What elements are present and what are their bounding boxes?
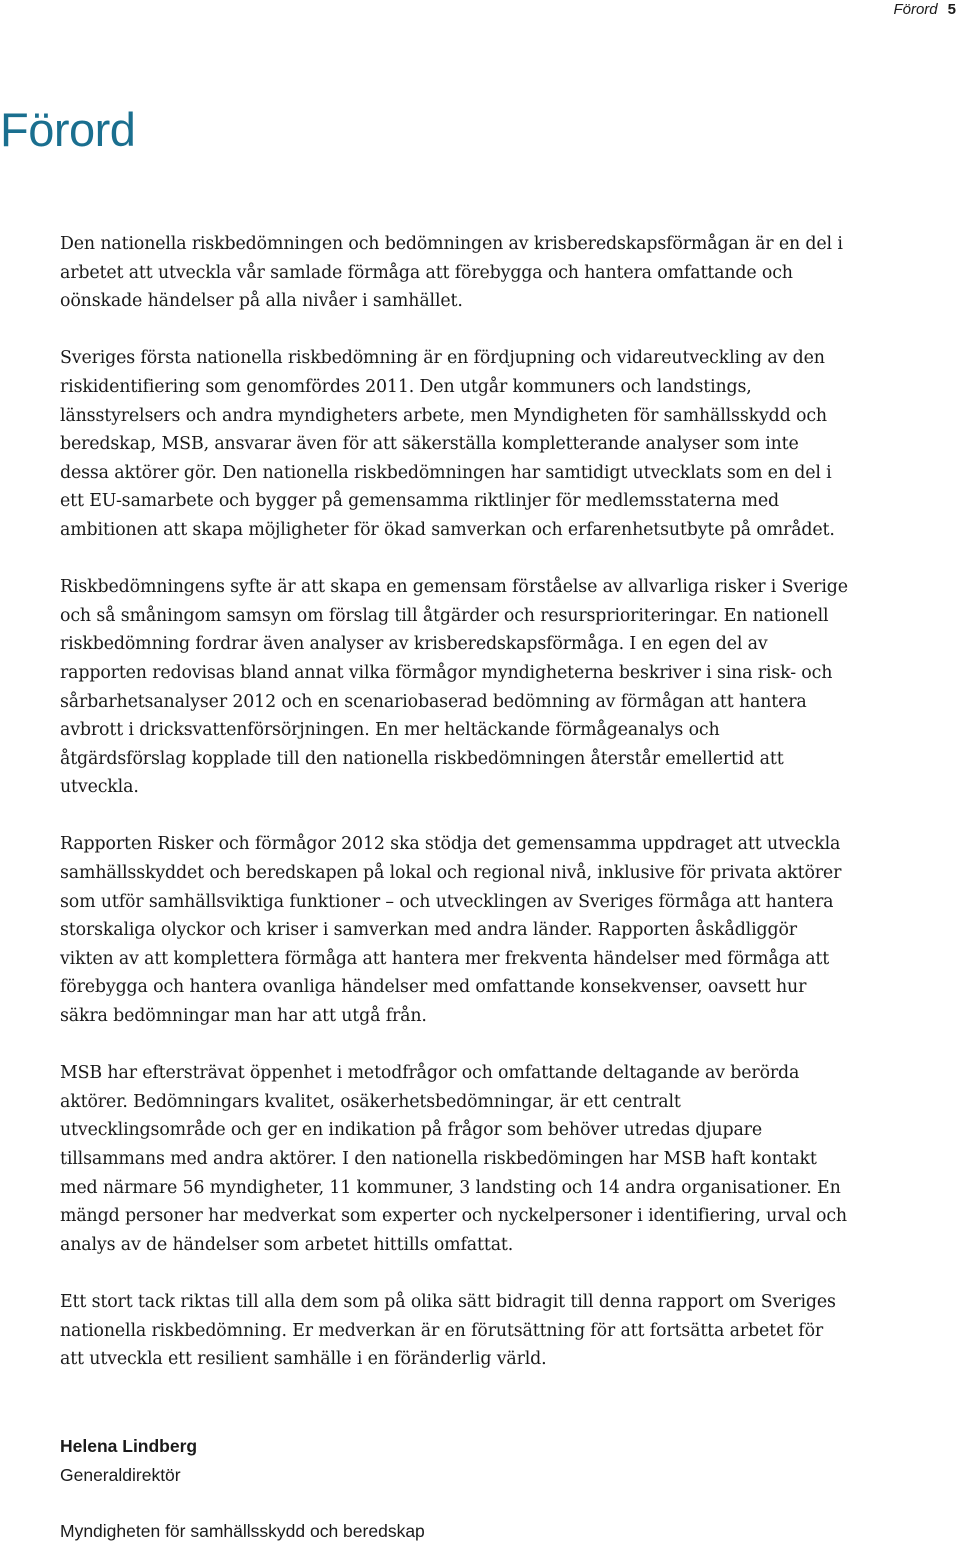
header-section-title: Förord (893, 1, 938, 18)
page-title: Förord (0, 103, 136, 156)
paragraph-2: Sveriges första nationella riskbedömning är en fördjupning och vidareutveckling av den riskidentifiering som genomfördes 2011. Den utgår kommuners och landstings, länsstyrelsers och andra myndigheters arbete, men Myndigheten för samhällsskydd och beredskap, MSB, ansvarar även för att säkerställa kompletterande analyser som inte dessa aktörer gör. Den nationella riskbedömningen har samtidigt utvecklats som en del i ett EU-samarbete och bygger på gemensamma riktlinjer för medlemsstaterna med ambitionen att skapa möjligheter för ökad samverkan och erfarenhetsutbyte på området. (60, 348, 835, 540)
signatory-name: Helena Lindberg (60, 1436, 198, 1456)
paragraph-4: Rapporten Risker och förmågor 2012 ska stödja det gemensamma uppdraget att utveckla samhällsskyddet och beredskapen på lokal och regional nivå, inklusive för privata aktörer som utför samhällsviktiga funktioner – och utvecklingen av Sveriges förmåga att hantera storskaliga olyckor och kriser i samverkan med andra länder. Rapporten åskådliggör vikten av att komplettera förmåga att hantera mer frekventa händelser med förmåga att förebygga och hantera ovanliga händelser med omfattande konsekvenser, oavsett hur säkra bedömningar man har att utgå från. (60, 834, 842, 1027)
signature-block (60, 1432, 197, 1490)
body-text (60, 230, 850, 1402)
paragraph-3: Riskbedömningens syfte är att skapa en gemensam förståelse av allvarliga risker i Sverige och så småningom samsyn om förslag till åtgärder och resursprioriteringar. En nationell riskbedömning fordrar även analyser av krisberedskapsförmåga. I en egen del av rapporten redovisas bland annat vilka förmågor myndigheterna beskriver i sina risk- och sårbarhetsanalyser 2012 och en scenariobaserad bedömning av förmågan att hantera avbrott i dricksvattenförsörjningen. En mer heltäckande förmågeanalys och åtgärdsförslag kopplade till den nationella riskbedömningen återstår emellertid att utveckla. (60, 577, 848, 798)
page-number: 5 (947, 1, 956, 18)
paragraph-6: Ett stort tack riktas till alla dem som på olika sätt bidragit till denna rapport om Sveriges nationella riskbedömning. Er medverkan är en förutsättning för att fortsätta arbetet för att utveckla ett resilient samhälle i en föränderlig värld. (60, 1291, 836, 1370)
paragraph-5: MSB har eftersträvat öppenhet i metodfrågor och omfattande deltagande av berörda aktörer. Bedömningars kvalitet, osäkerhetsbedömningar, är ett centralt utvecklingsområde och ger en indikation på frågor som behöver utredas djupare tillsammans med andra aktörer. I den nationella riskbedömingen har MSB haft kontakt med närmare 56 myndigheter, 11 kommuner, 3 landsting och 14 andra organisationer. En mängd personer har medverkat som experter och nyckelpersoner i identifiering, urval och analys av de händelser som arbetet hittills omfattat. (60, 1063, 847, 1255)
running-header (893, 0, 956, 20)
organisation-name: Myndigheten för samhällsskydd och beredskap (60, 1521, 425, 1541)
signatory-role: Generaldirektör (60, 1465, 181, 1485)
paragraph-1: Den nationella riskbedömningen och bedömningen av krisberedskapsförmågan är en del i arbetet att utveckla vår samlade förmåga att förebygga och hantera omfattande och oönskade händelser på alla nivåer i samhället. (60, 234, 843, 312)
